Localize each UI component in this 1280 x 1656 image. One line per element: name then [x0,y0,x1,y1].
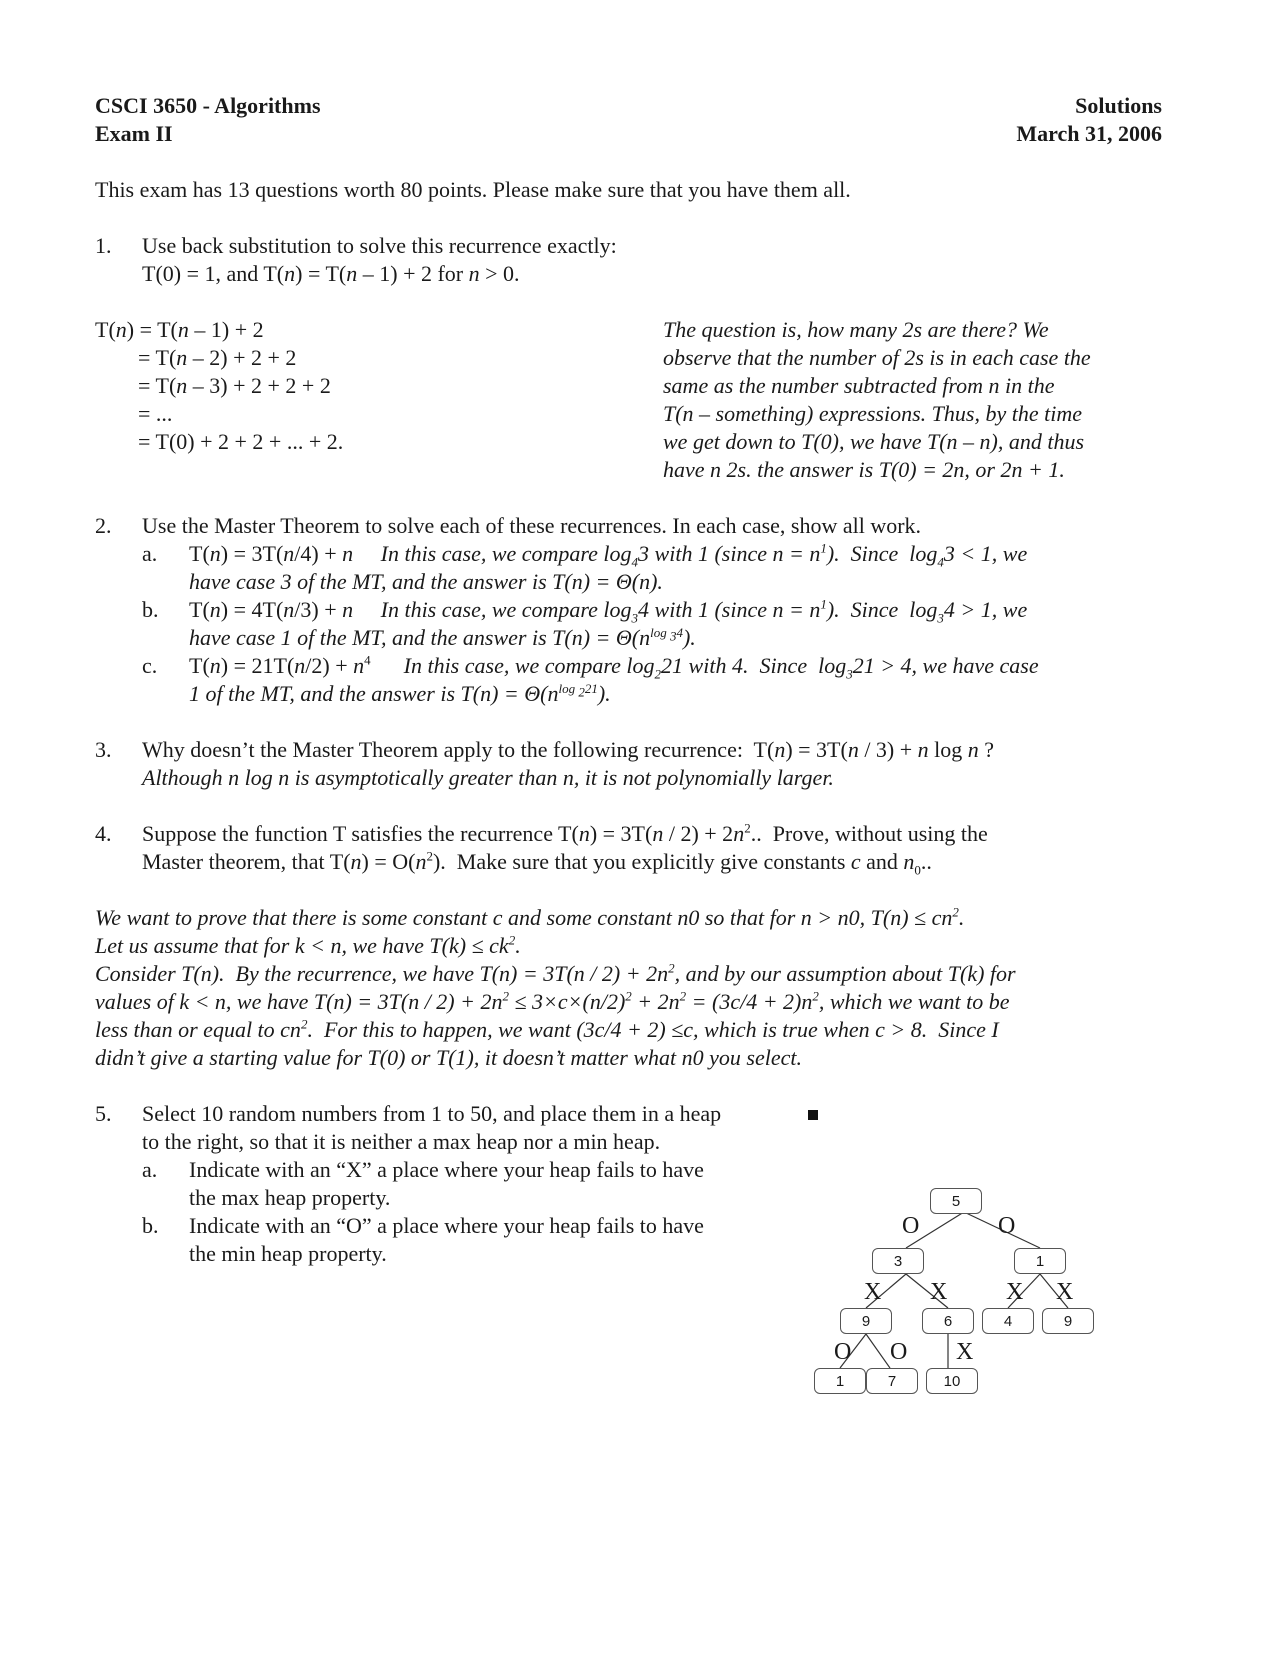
q4-prompt-line1: Suppose the function T satisfies the recurrence $T(n) = 3T(n / 2) + 2n^2$.. Prove, without using the [142,820,988,846]
q4-answer-line4: values of k < n, we have $T(n) = 3T(n / 2) + 2n^2 \le 3\times c\times(n/2)^2 + 2n^2 = (3c/4 + 2)n^2$, which we want to be [95,988,1010,1014]
q5b-label: b. [142,1213,159,1238]
heap-node: 9 [840,1308,892,1334]
q1-answer-line5: we get down to T(0), we have T(n – n), and thus [663,429,1085,454]
min-violation-mark: O [834,1339,852,1365]
intro-text: This exam has 13 questions worth 80 points. Please make sure that you have them all. [95,177,851,202]
doc-type: Solutions [1075,93,1162,118]
heap-node: 9 [1042,1308,1094,1334]
q2c-line2: 1 of the MT, and the answer is $T(n) = \Theta(n^{log _221})$. [189,680,611,706]
q2b-line1: T(n) = 4T(n/3) + n In this case, we compare $\log_34$ with 1 (since $n = n^1$). Since $\log_34 > 1$, we [189,596,1028,626]
heap-node: 4 [982,1308,1034,1334]
q1-answer-line4: T(n – something) expressions. Thus, by the time [663,401,1082,426]
q4-answer-line1: We want to prove that there is some constant c and some constant n0 so that for n > n0, $T(n) \le cn^2$. [95,904,965,930]
q1-answer-line2: observe that the number of 2s is in each case the [663,345,1091,370]
q1-work-line3: = T(n – 3) + 2 + 2 + 2 [138,373,331,398]
heap-diagram [800,1180,1140,1480]
q3-prompt: Why doesn’t the Master Theorem apply to the following recurrence: T(n) = 3T(n / 3) + n log n ? [142,737,995,762]
q1-prompt-line2: T(0) = 1, and T(n) = T(n – 1) + 2 for n > 0. [142,261,520,286]
min-violation-mark: O [998,1213,1016,1239]
q5-prompt-line2: to the right, so that it is neither a max heap nor a min heap. [142,1129,661,1154]
heap-node: 10 [926,1368,978,1394]
q1-answer-line3: same as the number subtracted from n in the [663,373,1055,398]
q4-answer-line6: didn’t give a starting value for T(0) or T(1), it doesn’t matter what n0 you select. [95,1045,802,1070]
q5-prompt-line1: Select 10 random numbers from 1 to 50, and place them in a heap [142,1101,722,1126]
min-violation-mark: O [890,1339,908,1365]
q2a-label: a. [142,541,158,566]
q4-answer-line5: less than or equal to $cn^2$. For this to happen, we want (3c/4 + 2) ≤c, which is true when c > 8. Since I [95,1016,999,1042]
max-violation-mark: X [1056,1279,1074,1305]
max-violation-mark: X [956,1339,974,1365]
square-marker-icon [808,1110,818,1120]
q4-prompt-line2: Master theorem, that $T(n) = O(n^2)$. Make sure that you explicitly give constants c and $n_0$.. [142,848,932,878]
heap-node: 1 [1014,1248,1066,1274]
q2-number: 2. [95,513,112,538]
q1-answer-line6: have n 2s. the answer is T(0) = 2n, or 2n + 1. [663,457,1065,482]
q5b-line2: the min heap property. [189,1241,387,1266]
q1-work-line4: = ... [138,401,173,426]
exam-title: Exam II [95,121,173,146]
q2b-label: b. [142,597,159,622]
max-violation-mark: X [1006,1279,1024,1305]
q5a-label: a. [142,1157,158,1182]
max-violation-mark: X [864,1279,882,1305]
q2a-line2: have case 3 of the MT, and the answer is T(n) = Θ(n). [189,569,663,594]
q2a-line1: T(n) = 3T(n/4) + n In this case, we compare $\log_43$ with 1 (since $n = n^1$). Since $\log_43 < 1$, we [189,540,1028,570]
q1-answer-line1: The question is, how many 2s are there? We [663,317,1049,342]
course-title: CSCI 3650 - Algorithms [95,93,321,118]
q2c-line1: $T(n) = 21T(n/2) + n^4$ In this case, we compare $\log_221$ with 4. Since $\log_321 > 4$, we have case [189,652,1039,682]
edge-9-7 [866,1334,890,1368]
q1-work-line5: = T(0) + 2 + 2 + ... + 2. [138,429,344,454]
q5-number: 5. [95,1101,112,1126]
heap-node: 5 [930,1188,982,1214]
heap-node: 6 [922,1308,974,1334]
heap-node: 7 [866,1368,918,1394]
q1-prompt-line1: Use back substitution to solve this recurrence exactly: [142,233,617,258]
heap-node: 3 [872,1248,924,1274]
max-violation-mark: X [930,1279,948,1305]
exam-date: March 31, 2006 [1016,121,1162,146]
q4-answer-line3: Consider T(n). By the recurrence, we have $T(n) = 3T(n / 2) + 2n^2$, and by our assumption about T(k) for [95,960,1016,986]
q1-number: 1. [95,233,112,258]
q5a-line2: the max heap property. [189,1185,391,1210]
min-violation-mark: O [902,1213,920,1239]
q1-work-line2: = T(n – 2) + 2 + 2 [138,345,297,370]
q2b-line2: have case 1 of the MT, and the answer is $T(n) = \Theta(n^{log _34})$. [189,624,696,650]
q5b-line1: Indicate with an “O” a place where your heap fails to have [189,1213,704,1238]
q3-number: 3. [95,737,112,762]
q5a-line1: Indicate with an “X” a place where your heap fails to have [189,1157,704,1182]
q1-work-line1: T(n) = T(n – 1) + 2 [95,317,264,342]
q2-prompt: Use the Master Theorem to solve each of these recurrences. In each case, show all work. [142,513,922,538]
q2c-label: c. [142,653,158,678]
heap-node: 1 [814,1368,866,1394]
q4-answer-line2: Let us assume that for k < n, we have $T(k) \le ck^2$. [95,932,521,958]
q4-number: 4. [95,821,112,846]
q3-answer: Although n log n is asymptotically greater than n, it is not polynomially larger. [142,765,834,790]
